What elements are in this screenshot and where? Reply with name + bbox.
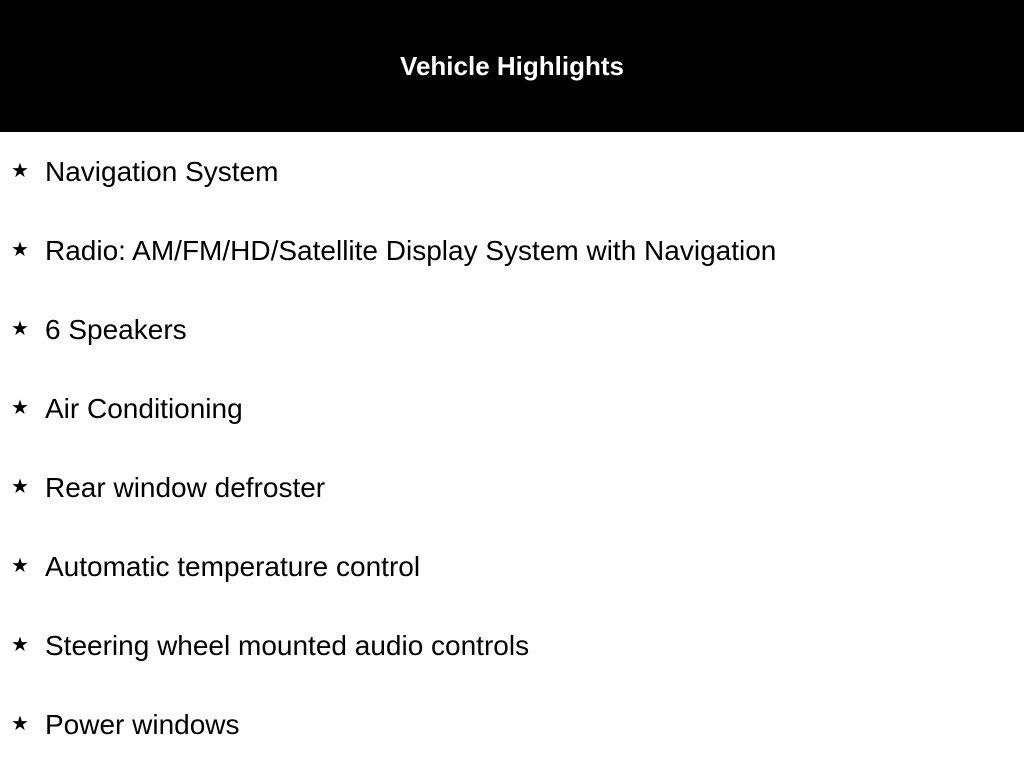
list-item-label: Automatic temperature control — [45, 551, 421, 582]
star-icon: ★ — [11, 395, 29, 419]
list-item — [0, 132, 1024, 211]
list-item — [0, 685, 1024, 764]
star-icon: ★ — [11, 553, 29, 577]
list-item — [0, 606, 1024, 685]
list-item-label: Navigation System — [45, 156, 279, 187]
list-item-label: 6 Speakers — [45, 314, 187, 345]
list-item — [0, 290, 1024, 369]
star-icon: ★ — [11, 316, 29, 340]
list-item — [0, 211, 1024, 290]
list-item — [0, 369, 1024, 448]
header-bar — [0, 0, 1024, 132]
star-icon: ★ — [11, 158, 29, 182]
list-item — [0, 527, 1024, 606]
star-icon: ★ — [11, 632, 29, 656]
list-item-label: Rear window defroster — [45, 472, 326, 503]
list-item-label: Steering wheel mounted audio controls — [45, 630, 530, 661]
list-item-label: Air Conditioning — [45, 393, 243, 424]
list-item-label: Radio: AM/FM/HD/Satellite Display System with Navigation — [45, 235, 777, 266]
page-title: Vehicle Highlights — [400, 50, 624, 81]
highlights-list — [0, 132, 1024, 764]
list-item — [0, 448, 1024, 527]
star-icon: ★ — [11, 474, 29, 498]
star-icon: ★ — [11, 237, 29, 261]
list-item-label: Power windows — [45, 709, 240, 740]
star-icon: ★ — [11, 711, 29, 735]
